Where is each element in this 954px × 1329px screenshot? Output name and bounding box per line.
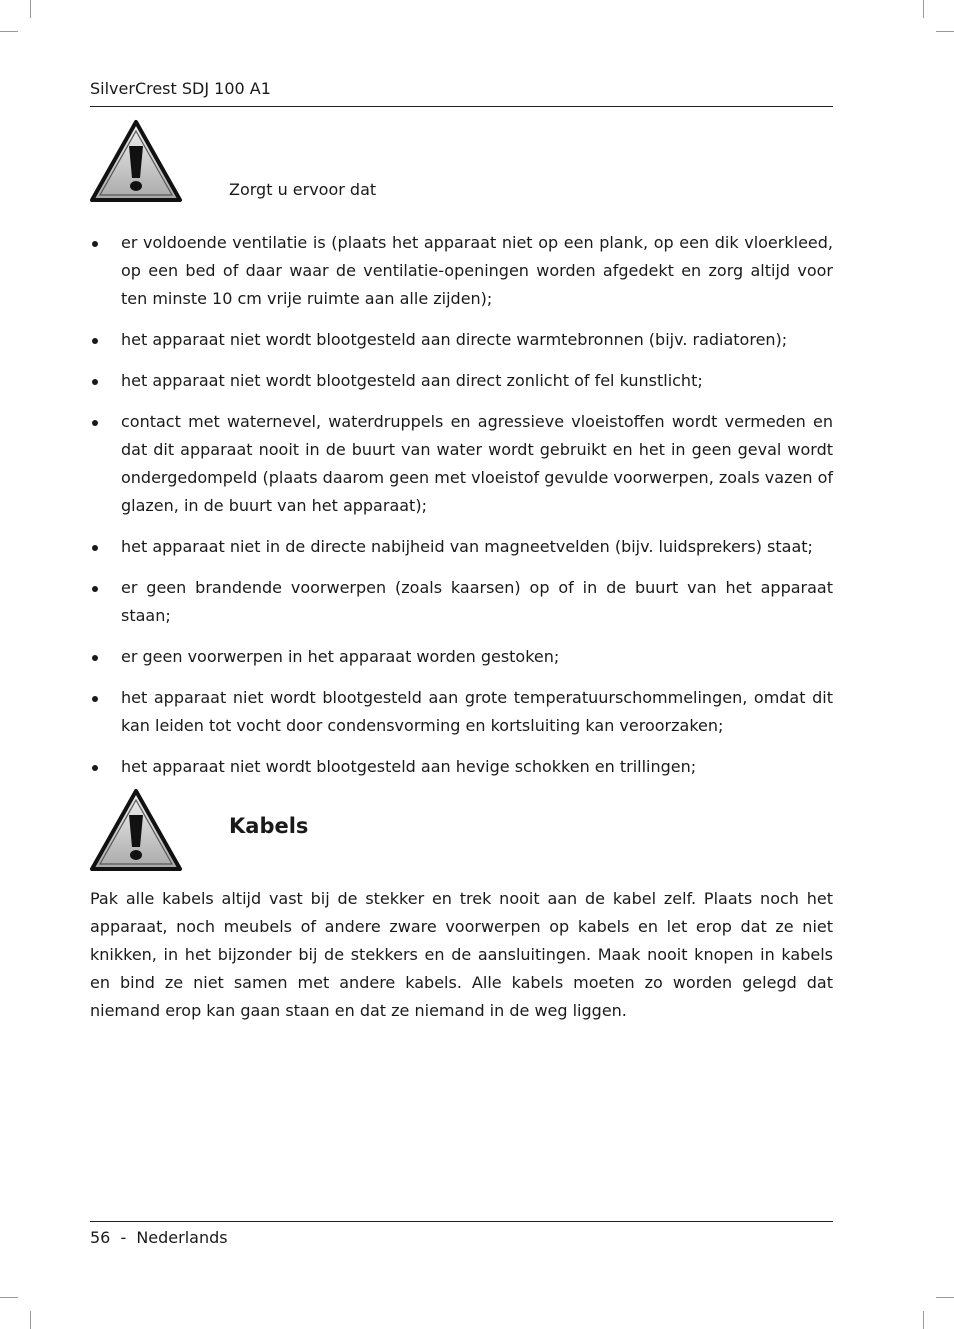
list-item — [90, 229, 833, 313]
list-item — [90, 684, 833, 740]
list-item-text: er geen brandende voorwerpen (zoals kaarsen) op of in de buurt van het apparaat staan; — [121, 578, 833, 625]
intro-text: Zorgt u ervoor dat — [229, 180, 377, 199]
list-item — [90, 574, 833, 630]
bullet-icon — [92, 586, 98, 592]
crop-mark — [30, 0, 31, 18]
bullet-icon — [92, 655, 98, 661]
page-header: SilverCrest SDJ 100 A1 — [90, 79, 271, 98]
crop-mark — [923, 0, 924, 18]
section-title-kabels: Kabels — [229, 814, 309, 838]
list-item — [90, 367, 833, 395]
crop-mark — [923, 1311, 924, 1329]
list-item-text: er geen voorwerpen in het apparaat worden gestoken; — [121, 647, 560, 666]
page-number: 56 — [90, 1228, 111, 1247]
list-item — [90, 753, 833, 781]
list-item-text: er voldoende ventilatie is (plaats het apparaat niet op een plank, op een dik vloerkleed, op een bed of daar waar de ventilatie-openingen worden afgedekt en zorg altijd voor ten minste 10 cm vrije ruimte aan alle zijden); — [121, 233, 833, 308]
footer-divider — [90, 1221, 833, 1222]
page-footer — [90, 1227, 228, 1249]
header-divider — [90, 106, 833, 107]
list-item — [90, 326, 833, 354]
warning-triangle-icon — [89, 119, 183, 203]
safety-list — [90, 229, 833, 794]
list-item-text: het apparaat niet wordt blootgesteld aan directe warmtebronnen (bijv. radiatoren); — [121, 330, 788, 349]
warning-triangle-icon — [89, 788, 183, 872]
footer-separator: - — [120, 1228, 127, 1247]
crop-mark — [936, 1297, 954, 1298]
list-item-text: contact met waternevel, waterdruppels en agressieve vloeistoffen wordt vermeden en dat dit apparaat nooit in de buurt van water wordt gebruikt en het in geen geval wordt ondergedompeld (plaats daarom geen met vloeistof gevulde voorwerpen, zoals vazen of glazen, in de buurt van het apparaat); — [121, 412, 833, 515]
list-item-text: het apparaat niet wordt blootgesteld aan direct zonlicht of fel kunstlicht; — [121, 371, 703, 390]
bullet-icon — [92, 241, 98, 247]
bullet-icon — [92, 420, 98, 426]
list-item — [90, 643, 833, 671]
crop-mark — [30, 1311, 31, 1329]
crop-mark — [936, 31, 954, 32]
cables-paragraph: Pak alle kabels altijd vast bij de stekker en trek nooit aan de kabel zelf. Plaats noch het apparaat, noch meubels of andere zware voorwerpen op kabels en let erop dat ze niet knikken, in het bijzonder bij de stekkers en de aansluitingen. Maak nooit knopen in kabels en bind ze niet samen met andere kabels. Alle kabels moeten zo worden gelegd dat niemand erop kan gaan staan en dat ze niemand in de weg liggen. — [90, 889, 833, 1020]
crop-mark — [0, 1297, 18, 1298]
bullet-icon — [92, 765, 98, 771]
list-item-text: het apparaat niet in de directe nabijheid van magneetvelden (bijv. luidsprekers) staat; — [121, 537, 813, 556]
list-item-text: het apparaat niet wordt blootgesteld aan hevige schokken en trillingen; — [121, 757, 697, 776]
list-item — [90, 533, 833, 561]
bullet-icon — [92, 338, 98, 344]
footer-language: Nederlands — [136, 1228, 228, 1247]
bullet-icon — [92, 545, 98, 551]
list-item-text: het apparaat niet wordt blootgesteld aan grote temperatuurschommelingen, omdat dit kan leiden tot vocht door condensvorming en kortsluiting kan veroorzaken; — [121, 688, 833, 735]
bullet-icon — [92, 379, 98, 385]
crop-mark — [0, 31, 18, 32]
list-item — [90, 408, 833, 520]
bullet-icon — [92, 696, 98, 702]
